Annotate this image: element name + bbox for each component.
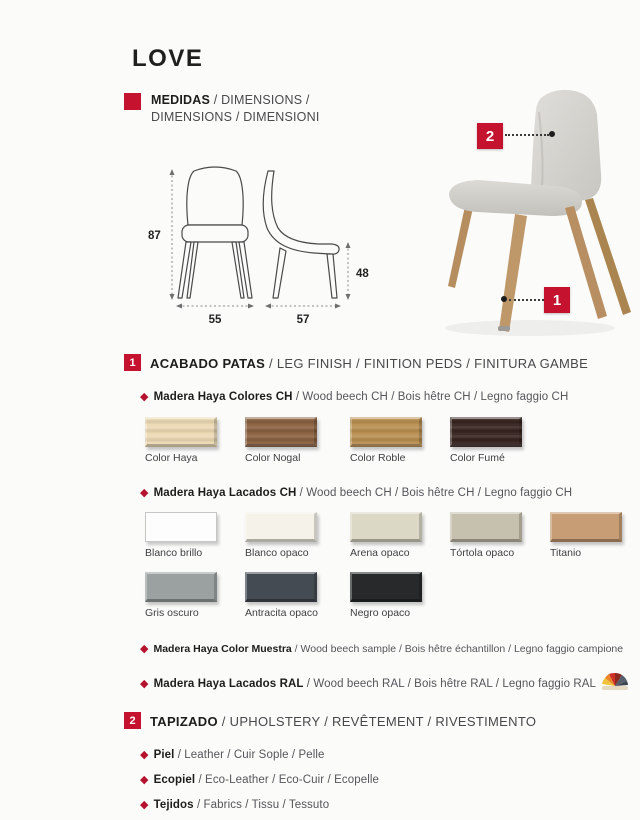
swatch-label: Color Haya bbox=[145, 452, 198, 464]
group-label-bold: Madera Haya Lacados CH bbox=[153, 487, 297, 499]
section-2-heading-rest: / UPHOLSTERY / REVÊTEMENT / RIVESTIMENTO bbox=[217, 714, 537, 729]
swatch-label: Color Roble bbox=[350, 452, 406, 464]
medidas-bold: MEDIDAS bbox=[151, 93, 211, 107]
swatch-color bbox=[550, 512, 622, 542]
dim-height-label: 87 bbox=[148, 230, 161, 242]
swatch-color bbox=[450, 417, 522, 447]
upholstery-option-piel bbox=[140, 748, 325, 761]
marker-1-dot bbox=[501, 296, 507, 302]
bullet-icon: ◆ bbox=[140, 749, 149, 761]
swatch-tortola-opaco bbox=[450, 512, 522, 559]
swatch-negro-opaco bbox=[350, 572, 422, 619]
group-label-bold: Madera Haya Colores CH bbox=[153, 391, 293, 403]
option-rest: / Fabrics / Tissu / Tessuto bbox=[193, 799, 330, 811]
swatch-titanio bbox=[550, 512, 622, 559]
medidas-rest: / DIMENSIONS / bbox=[210, 93, 310, 107]
option-bold: Tejidos bbox=[153, 799, 194, 811]
page-title: LOVE bbox=[132, 45, 204, 72]
swatch-color bbox=[350, 417, 422, 447]
section-1-heading bbox=[150, 356, 588, 371]
marker-1-badge: 1 bbox=[544, 287, 570, 313]
ral-fan-icon bbox=[601, 668, 629, 692]
option-rest: / Leather / Cuir Sople / Pelle bbox=[174, 749, 325, 761]
swatch-label: Antracita opaco bbox=[245, 607, 318, 619]
swatch-color-nogal bbox=[245, 417, 317, 464]
swatch-color-fume bbox=[450, 417, 522, 464]
marker-2-badge: 2 bbox=[477, 123, 503, 149]
swatch-label: Negro opaco bbox=[350, 607, 411, 619]
swatch-label: Blanco brillo bbox=[145, 547, 203, 559]
swatch-label: Arena opaco bbox=[350, 547, 410, 559]
swatch-arena-opaco bbox=[350, 512, 422, 559]
bullet-icon: ◆ bbox=[140, 643, 149, 655]
group-label-bold: Madera Haya Color Muestra bbox=[153, 643, 292, 655]
section-1-heading-rest: / LEG FINISH / FINITION PEDS / FINITURA GAMBE bbox=[265, 356, 589, 371]
bullet-icon: ◆ bbox=[140, 774, 149, 786]
group-label-rest: / Wood beech CH / Bois hêtre CH / Legno faggio CH bbox=[292, 391, 569, 403]
upholstery-option-tejidos bbox=[140, 798, 329, 811]
bullet-icon: ◆ bbox=[140, 391, 149, 403]
group-label-rest: / Wood beech RAL / Bois hêtre RAL / Legno faggio RAL bbox=[303, 678, 597, 690]
option-bold: Ecopiel bbox=[153, 774, 196, 786]
swatch-blanco-opaco bbox=[245, 512, 317, 559]
swatch-color bbox=[350, 512, 422, 542]
group-lacados-ch-label bbox=[140, 486, 572, 499]
swatch-label: Tórtola opaco bbox=[450, 547, 515, 559]
swatch-antracita-opaco bbox=[245, 572, 317, 619]
swatch-color-haya bbox=[145, 417, 217, 464]
dim-seat-height-label: 48 bbox=[356, 268, 369, 280]
swatch-color bbox=[245, 417, 317, 447]
dim-width-label: 55 bbox=[208, 314, 222, 326]
marker-2-dot bbox=[549, 131, 555, 137]
marker-1-line bbox=[509, 299, 544, 301]
group-color-muestra-label bbox=[140, 642, 623, 655]
bullet-icon: ◆ bbox=[140, 487, 149, 499]
medidas-heading bbox=[151, 92, 320, 126]
swatch-color bbox=[450, 512, 522, 542]
option-bold: Piel bbox=[153, 749, 175, 761]
section-2-heading bbox=[150, 714, 536, 729]
option-rest: / Eco-Leather / Eco-Cuir / Ecopelle bbox=[195, 774, 380, 786]
swatch-label: Blanco opaco bbox=[245, 547, 309, 559]
upholstery-option-ecopiel bbox=[140, 773, 379, 786]
swatch-label: Gris oscuro bbox=[145, 607, 199, 619]
section-1-heading-bold: ACABADO PATAS bbox=[150, 356, 266, 371]
medidas-line2: DIMENSIONS / DIMENSIONI bbox=[151, 110, 320, 124]
swatch-color bbox=[245, 572, 317, 602]
swatch-gris-oscuro bbox=[145, 572, 217, 619]
dimension-drawing bbox=[128, 156, 378, 334]
swatch-color bbox=[145, 572, 217, 602]
group-label-bold: Madera Haya Lacados RAL bbox=[153, 678, 304, 690]
medidas-red-square bbox=[124, 93, 141, 110]
dim-depth-label: 57 bbox=[296, 314, 310, 326]
swatch-label: Titanio bbox=[550, 547, 582, 559]
swatch-color bbox=[145, 417, 217, 447]
marker-2-line bbox=[505, 134, 549, 136]
group-label-rest: / Wood beech sample / Bois hêtre échantillon / Legno faggio campione bbox=[291, 643, 624, 655]
swatch-blanco-brillo bbox=[145, 512, 217, 559]
group-colores-ch-label bbox=[140, 390, 568, 403]
section-2-number: 2 bbox=[124, 712, 141, 729]
section-2-heading-bold: TAPIZADO bbox=[150, 714, 218, 729]
swatch-label: Color Fumé bbox=[450, 452, 505, 464]
section-1-number: 1 bbox=[124, 354, 141, 371]
swatch-color bbox=[145, 512, 217, 542]
swatch-color bbox=[350, 572, 422, 602]
group-label-rest: / Wood beech CH / Bois hêtre CH / Legno faggio CH bbox=[296, 487, 573, 499]
swatch-color bbox=[245, 512, 317, 542]
bullet-icon: ◆ bbox=[140, 678, 149, 690]
swatch-color-roble bbox=[350, 417, 422, 464]
group-lacados-ral-label bbox=[140, 677, 596, 690]
swatch-label: Color Nogal bbox=[245, 452, 301, 464]
bullet-icon: ◆ bbox=[140, 799, 149, 811]
